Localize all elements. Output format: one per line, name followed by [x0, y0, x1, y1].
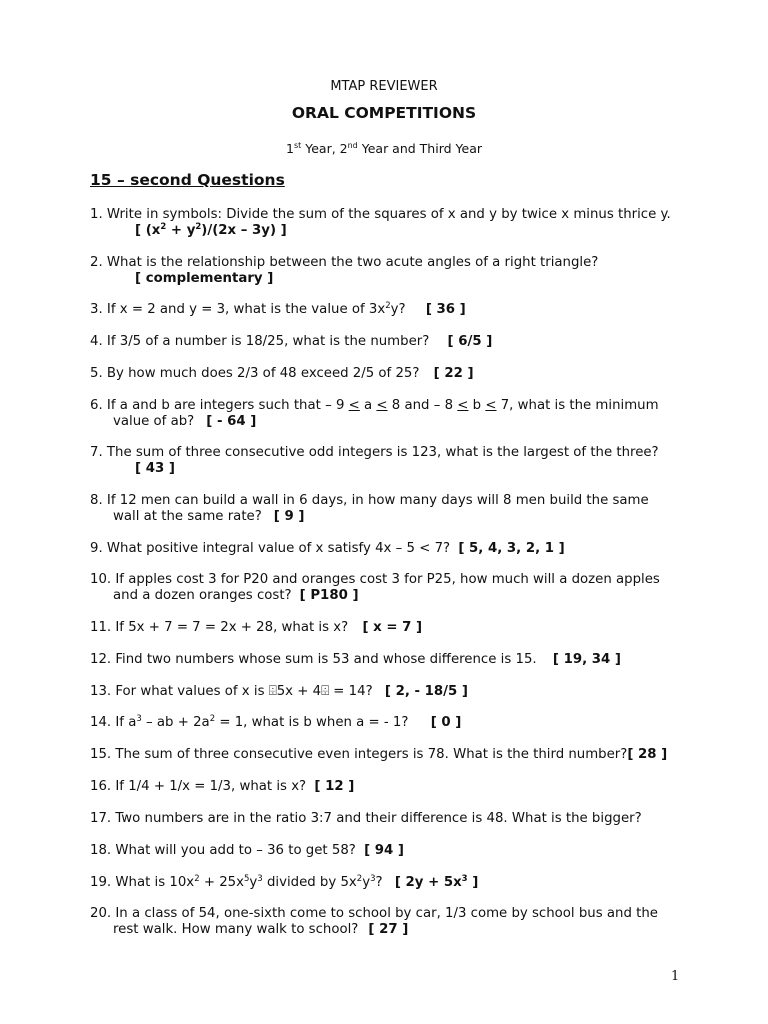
question-continuation — [90, 509, 690, 525]
question-text — [90, 715, 408, 730]
document-title: MTAP REVIEWER — [330, 79, 438, 94]
question-part: < — [348, 398, 360, 413]
question-text: 16. If 1/4 + 1/x = 1/3, what is x? — [90, 779, 307, 794]
answer: [ 27 ] — [368, 922, 409, 937]
question-text: 17. Two numbers are in the ratio 3:7 and their difference is 48. What is the bigger? — [90, 811, 642, 826]
answer: [ 9 ] — [273, 509, 305, 524]
question-sup: 2 — [385, 301, 391, 311]
question-text: 10. If apples cost 3 for P20 and oranges cost 3 for P25, how much will a dozen apples — [90, 572, 660, 587]
question-part: y? — [390, 302, 406, 317]
answer-part: + y — [166, 223, 196, 238]
answer-part: [ 2y + 5x — [394, 875, 462, 890]
question-18 — [90, 843, 690, 859]
answer: [ 19, 34 ] — [552, 652, 621, 667]
question-part: < — [485, 398, 497, 413]
answer: [ P180 ] — [299, 588, 359, 603]
question-part: = 1, what is b when a = - 1? — [215, 715, 409, 730]
question-part: 14. If a — [90, 715, 137, 730]
section-title: 15 – second Questions — [90, 171, 285, 189]
question-3 — [90, 302, 690, 318]
question-5 — [90, 366, 690, 382]
question-15 — [90, 747, 690, 763]
question-text: 11. If 5x + 7 = 7 = 2x + 28, what is x? — [90, 620, 349, 635]
answer: [ - 64 ] — [206, 414, 257, 429]
question-20 — [90, 906, 690, 938]
question-text: 18. What will you add to – 36 to get 58? — [90, 843, 356, 858]
question-text: 12. Find two numbers whose sum is 53 and whose difference is 15. — [90, 652, 537, 667]
answer: [ 5, 4, 3, 2, 1 ] — [458, 541, 565, 556]
question-part: 19. What is 10x — [90, 875, 195, 890]
question-part: < — [376, 398, 388, 413]
year-levels-part: Year and Third Year — [357, 141, 482, 156]
answer: [ 22 ] — [433, 366, 474, 381]
answer-sup: 2 — [160, 222, 167, 232]
question-continuation — [90, 414, 690, 430]
question-part: y — [249, 875, 258, 890]
question-text: 9. What positive integral value of x satisfy 4x – 5 < 7? — [90, 541, 451, 556]
question-14 — [90, 715, 690, 731]
question-8 — [90, 493, 690, 525]
question-sup: 3 — [136, 714, 142, 724]
page-number: 1 — [671, 969, 680, 984]
question-text: 1. Write in symbols: Divide the sum of the squares of x and y by twice x minus thrice y. — [90, 207, 671, 222]
answer-sup: 3 — [461, 874, 468, 884]
question-part: divided by 5x — [262, 875, 357, 890]
year-levels-part: Year, 2 — [301, 141, 348, 156]
answer: [ 12 ] — [314, 779, 355, 794]
question-part: 3. If x = 2 and y = 3, what is the value of 3x — [90, 302, 386, 317]
question-4 — [90, 334, 690, 350]
question-part: y — [362, 875, 371, 890]
year-levels — [0, 141, 768, 156]
question-1 — [90, 207, 690, 239]
question-text — [90, 302, 406, 317]
question-text: 2. What is the relationship between the two acute angles of a right triangle? — [90, 255, 599, 270]
question-text: 20. In a class of 54, one-sixth come to school by car, 1/3 come by school bus and the — [90, 906, 658, 921]
question-text: 5. By how much does 2/3 of 48 exceed 2/5 of 25? — [90, 366, 420, 381]
question-16 — [90, 779, 690, 795]
question-text — [90, 875, 383, 890]
question-text: 7. The sum of three consecutive odd integers is 123, what is the largest of the three? — [90, 445, 659, 460]
answer: [ 94 ] — [364, 843, 405, 858]
question-7 — [90, 445, 690, 477]
question-part: 6. If a and b are integers such that – 9 — [90, 398, 349, 413]
question-sup: 3 — [370, 874, 376, 884]
answer: [ 0 ] — [430, 715, 462, 730]
answer: [ 36 ] — [425, 302, 466, 317]
question-19 — [90, 875, 690, 891]
question-sup: 2 — [209, 714, 216, 724]
answer: [ 6/5 ] — [447, 334, 493, 349]
question-part: < — [457, 398, 469, 413]
question-continuation — [90, 922, 690, 938]
question-text: 15. The sum of three consecutive even integers is 78. What is the third number? — [90, 747, 628, 762]
question-12 — [90, 652, 690, 668]
answer-sup: 2 — [195, 222, 202, 232]
document-subtitle: ORAL COMPETITIONS — [291, 104, 477, 122]
question-17 — [90, 811, 690, 827]
question-text: 8. If 12 men can build a wall in 6 days, in how many days will 8 men build the same — [90, 493, 649, 508]
question-part: rest walk. How many walk to school? — [113, 922, 359, 937]
question-sup: 3 — [257, 874, 263, 884]
question-sup: 2 — [356, 874, 363, 884]
answer-part: ] — [467, 875, 479, 890]
question-part: – ab + 2a — [141, 715, 210, 730]
answer: [ 2, - 18/5 ] — [384, 684, 468, 699]
question-continuation — [90, 588, 690, 604]
answer: [ complementary ] — [135, 271, 274, 286]
question-9 — [90, 541, 690, 557]
question-2 — [90, 255, 690, 287]
answer: [ 28 ] — [627, 747, 668, 762]
answer — [395, 875, 479, 890]
question-part: + 25x — [199, 875, 244, 890]
question-part: a — [359, 398, 377, 413]
question-part: ? — [375, 875, 383, 890]
year-levels-part: 1 — [286, 141, 294, 156]
question-6 — [90, 398, 690, 430]
question-13 — [90, 684, 690, 700]
answer — [90, 223, 690, 239]
question-text: 4. If 3/5 of a number is 18/25, what is the number? — [90, 334, 430, 349]
question-sup: 2 — [194, 874, 200, 884]
question-sup: 5 — [244, 874, 250, 884]
question-text: 13. For what values of x is ⌹5x + 4⌹ = 14? — [90, 684, 373, 699]
question-part: 8 and – 8 — [387, 398, 458, 413]
answer-part: [ (x — [135, 223, 161, 238]
answer-part: )/(2x – 3y) ] — [201, 223, 287, 238]
answer: [ x = 7 ] — [362, 620, 423, 635]
question-part: value of ab? — [113, 414, 195, 429]
question-11 — [90, 620, 690, 636]
question-part: 7, what is the minimum — [496, 398, 659, 413]
question-part: wall at the same rate? — [113, 509, 262, 524]
question-part: b — [468, 398, 486, 413]
year-levels-sup: nd — [347, 141, 358, 150]
question-10 — [90, 572, 690, 604]
year-levels-sup: st — [293, 141, 302, 150]
question-text — [90, 398, 690, 414]
answer: [ 43 ] — [135, 461, 175, 476]
question-part: and a dozen oranges cost? — [113, 588, 292, 603]
